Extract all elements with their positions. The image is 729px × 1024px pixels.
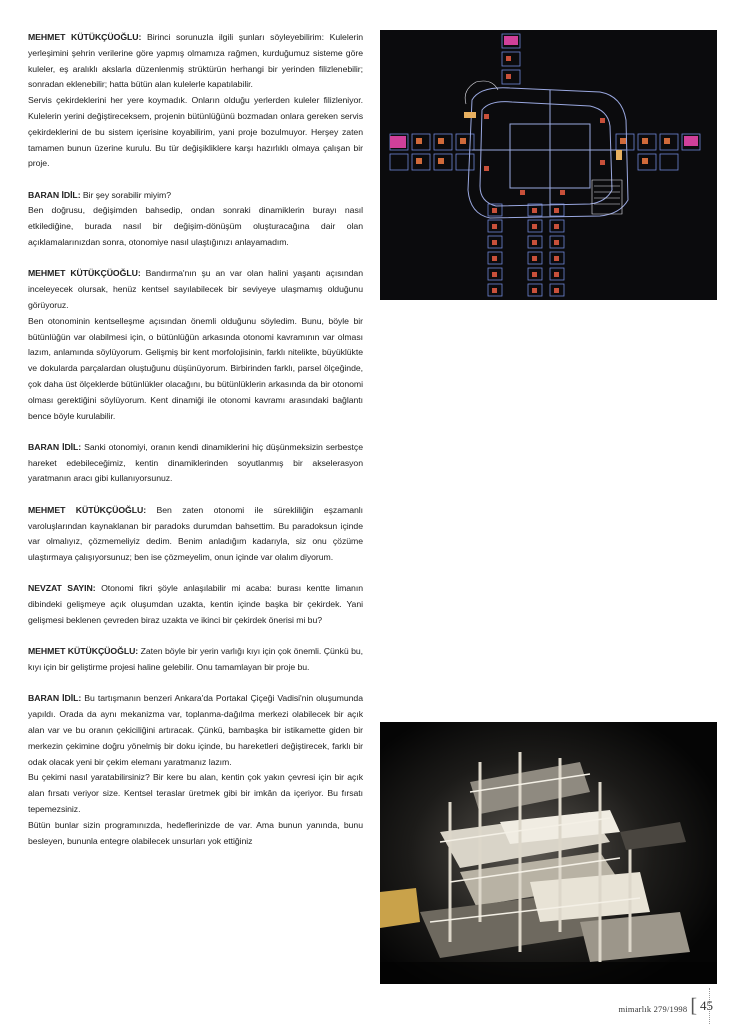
paragraph-text: Ben otonominin kentselleşme açısından önemli olduğunu söyledim. Bunu, böyle bir bütünlüğün var olabilmesi için, o bütünlüğün arkasında otonomi kavramının var olması lazım, anlamında söylüyorum. Gelişmiş bir kent morfolojisinin, farklı nitelikte, büyüklükte ve dokularda parçalardan oluştuğunu düşünüyorum. Birbirinden farklı, parsel ölçeğinde, çok daha üst ölçeklerde bütünlükler olacağını, bu bütünlüklerin arkasında da bir otonomi olması gerektiğini söylüyorum. Kent dinamiği ile otonomi kavramı arasındaki bağlantı bence böyle kurulabilir.	[28, 315, 363, 421]
paragraph-text: Otonomi fikri şöyle anlaşılabilir mi acaba: burası kentte limanın dibindeki gelişmeye açık oluşumdan uzakta, kentin içinde başka bir çekirdek. Yani gelişmesi beklenen çevreden biraz uzakta ve ikinci bir çekirdek önerisi mi bu?	[28, 583, 363, 625]
architectural-model-photo	[380, 722, 717, 984]
paragraph	[28, 440, 363, 487]
paragraph-text: Sanki otonomiyi, oranın kendi dinamiklerini hiç düşünmeksizin serbestçe hareket edebileceğimiz, kentin dinamiklerinden soyutlanmış bir akselerasyon yaratmanın aracı gibi kullanıyorsunuz.	[28, 441, 363, 484]
speaker-name: MEHMET KÜTÜKÇÜOĞLU:	[28, 268, 141, 279]
paragraph	[28, 30, 363, 93]
paragraph	[28, 770, 363, 817]
dialogue-block	[28, 581, 363, 628]
paragraph	[28, 266, 363, 313]
article-text-column	[28, 30, 363, 865]
dialogue-block	[28, 188, 363, 251]
paragraph-text: Zaten böyle bir yerin varlığı kıyı için çok önemli. Çünkü bu, kıyı için bir geliştirme projesi haline gelebilir. Onu tamamlayan bir proje bu.	[28, 646, 363, 673]
speaker-name: BARAN İDİL:	[28, 693, 82, 704]
issue-label: mimarlık 279/1998	[618, 1004, 688, 1014]
page-number: 45	[700, 998, 713, 1013]
dialogue-block	[28, 503, 363, 566]
paragraph	[28, 314, 363, 425]
speaker-name: MEHMET KÜTÜKÇÜOĞLU:	[28, 646, 139, 657]
dialogue-block	[28, 691, 363, 849]
speaker-name: BARAN İDİL:	[28, 441, 82, 452]
page-footer	[618, 995, 713, 1017]
paragraph-text: Bir şey sorabilir miyim?	[82, 189, 172, 200]
speaker-name: MEHMET KÜTÜKÇÜOĞLU:	[28, 32, 142, 42]
paragraph-text: Bandırma'nın şu an var olan halini yaşantı açısından inceleyecek olursak, henüz kentsel sayılabilecek bir seviyeye ulaşmamış olduğunu görüyoruz.	[28, 268, 363, 310]
paragraph-text: Bütün bunlar sizin programınızda, hedeflerinizde de var. Ama bunun yanında, bunu besleyen, bununla entegre olabilecek unsurları yok ettiğiniz	[28, 819, 363, 846]
paragraph	[28, 644, 363, 676]
paragraph	[28, 691, 363, 770]
paragraph-text: Birinci sorunuzla ilgili şunları söyleyebilirim: Kulelerin yerleşimini şehrin verilerine göre yapmış olmamıza rağmen, kurduğumuz sisteme göre kuleler, eş aralıklı akslarla düzenlenmiş strüktürün herhangi bir yerinden filizlenebilir; sonradan eklenebilir; hatta bütün alan kulelerle kapatılabilir.	[28, 32, 364, 90]
paragraph	[28, 203, 363, 250]
footer-bracket: [	[690, 995, 697, 1017]
speaker-name: MEHMET KÜTÜKÇÜOĞLU:	[28, 504, 147, 515]
paragraph-text: Ben doğrusu, değişimden bahsedip, ondan sonraki dinamiklerin burayı nasıl etkilediğine, burada nasıl bir değişim-dönüşüm oluşturacağına dair olan açıklamalarınızdan sonra, otonomiye nasıl ulaştığınızı anlayamadım.	[28, 205, 363, 248]
paragraph-text: Servis çekirdeklerini her yere koymadık. Onların olduğu yerlerden kuleler filizleniyor. Kulelerin yerini değiştireceksem, projenin bütünlüğünü bozmadan onlara gereken servis çekirdeklerini de bu sistem içerisine koyabilirim, yani proje bozulmuyor. Herşey zaten tamamen bunun üzerine kurulu. Bu tür değişikliklere karşı hazırlıklı olmaya çalışan bir proje.	[28, 95, 363, 169]
speaker-name: NEVZAT SAYIN:	[28, 583, 96, 594]
dialogue-block	[28, 440, 363, 487]
architectural-plan-drawing	[380, 30, 717, 300]
paragraph-text: Bu çekimi nasıl yaratabilirsiniz? Bir kere bu alan, kentin çok yakın çevresi için bir açık alan fırsatı veriyor size. Kentsel teraslar üretmek gibi bir imkân da içeriyor. Bu fırsatı tepemezsiniz.	[28, 772, 363, 814]
paragraph	[28, 503, 363, 566]
paragraph-text: Ben zaten otonomi ile sürekliliğin eşzamanlı varoluşlarından kaynaklanan bir paradoks durumdan bahsettim. Bu paradoksun içinde var olmalıyız, çözmemeliyiz dedim. Benim anladığım kadarıyla, siz onu çözüme ulaştırmaya çalışıyorsunuz; ben ise çözmeyelim, onun içinde var olalım diyorum.	[28, 504, 363, 563]
dialogue-block	[28, 266, 363, 424]
speaker-name: BARAN İDİL:	[28, 189, 81, 200]
dialogue-block	[28, 644, 363, 676]
paragraph	[28, 93, 363, 172]
paragraph	[28, 581, 363, 628]
dialogue-block	[28, 30, 363, 172]
paragraph	[28, 188, 363, 204]
paragraph-text: Bu tartışmanın benzeri Ankara'da Portakal Çiçeği Vadisi'nin oluşumunda yapıldı. Orada da aynı mekanizma var, toplanma-dağılma merkezi olabilecek bir açık alan var ve bu oranın çekiciliğini artıracak. Çünkü, bambaşka bir istikamette giden bir merkezin çekimine doğru yönelmiş bir doku içinde, bu hareketleri değiştirecek, farklı bir odak olacak yeni bir çekim elemanı yaratmanız lazım.	[28, 693, 363, 767]
paragraph	[28, 818, 363, 850]
